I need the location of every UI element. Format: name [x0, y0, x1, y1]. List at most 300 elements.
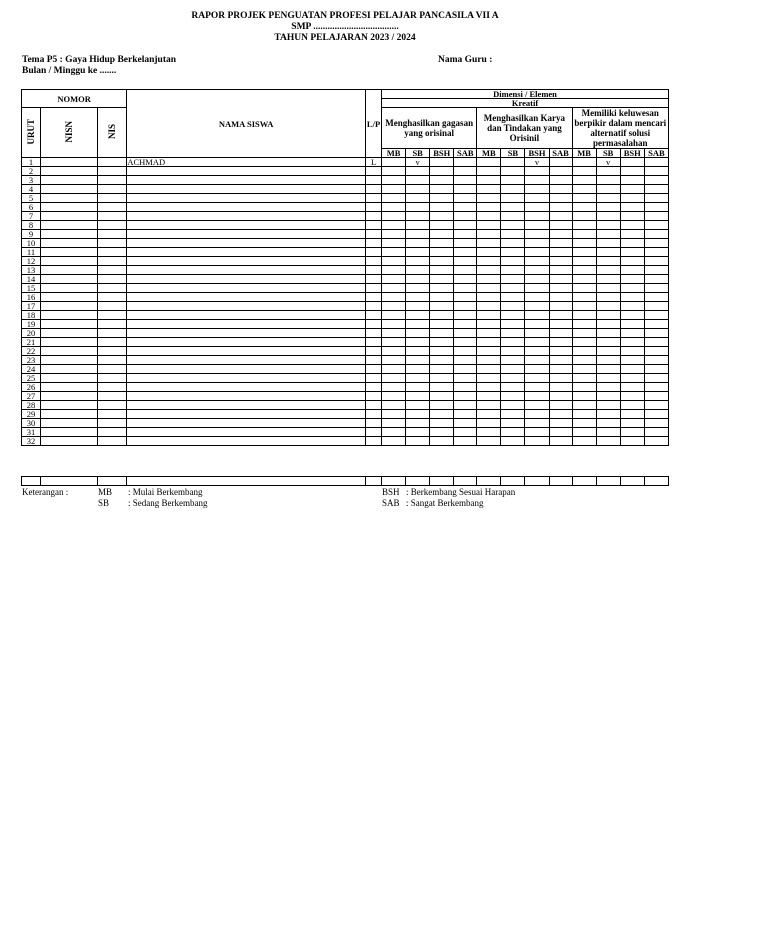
- cell-nis[interactable]: [98, 437, 127, 446]
- cell-mark[interactable]: [430, 284, 454, 293]
- cell-mark[interactable]: [430, 311, 454, 320]
- cell-mark[interactable]: [644, 392, 668, 401]
- cell-mark[interactable]: [406, 302, 430, 311]
- cell-no[interactable]: 30: [22, 419, 41, 428]
- cell-lp[interactable]: [366, 392, 382, 401]
- cell-nisn[interactable]: [41, 320, 98, 329]
- cell-nama[interactable]: [127, 266, 366, 275]
- cell-mark[interactable]: [406, 167, 430, 176]
- cell-mark[interactable]: [549, 392, 572, 401]
- cell-mark[interactable]: [430, 401, 454, 410]
- cell-mark[interactable]: [549, 410, 572, 419]
- cell-mark[interactable]: [572, 374, 596, 383]
- cell-mark[interactable]: [644, 311, 668, 320]
- cell-lp[interactable]: [366, 221, 382, 230]
- cell-mark[interactable]: [454, 239, 477, 248]
- cell-mark[interactable]: [382, 374, 406, 383]
- cell-mark[interactable]: [596, 230, 620, 239]
- cell-mark[interactable]: [644, 203, 668, 212]
- cell-nama[interactable]: ACHMAD: [127, 158, 366, 167]
- cell-mark[interactable]: [430, 329, 454, 338]
- cell-mark[interactable]: [525, 392, 549, 401]
- cell-mark[interactable]: [549, 428, 572, 437]
- cell-mark[interactable]: [454, 257, 477, 266]
- cell-mark[interactable]: [382, 320, 406, 329]
- cell-mark[interactable]: [454, 428, 477, 437]
- cell-mark[interactable]: [477, 428, 501, 437]
- cell-nisn[interactable]: [41, 239, 98, 248]
- cell-mark[interactable]: [501, 401, 525, 410]
- cell-nisn[interactable]: [41, 392, 98, 401]
- cell-mark[interactable]: [406, 275, 430, 284]
- cell-mark[interactable]: [477, 338, 501, 347]
- cell-mark[interactable]: [525, 437, 549, 446]
- cell-lp[interactable]: [366, 374, 382, 383]
- cell-mark[interactable]: [406, 239, 430, 248]
- cell-mark[interactable]: [572, 203, 596, 212]
- cell-mark[interactable]: [596, 311, 620, 320]
- cell-mark[interactable]: [596, 356, 620, 365]
- cell-mark[interactable]: [454, 203, 477, 212]
- cell-mark[interactable]: [620, 410, 644, 419]
- cell-mark[interactable]: [644, 230, 668, 239]
- cell-mark[interactable]: [596, 419, 620, 428]
- cell-no[interactable]: 16: [22, 293, 41, 302]
- cell-mark[interactable]: [454, 356, 477, 365]
- cell-mark[interactable]: [572, 293, 596, 302]
- cell-mark[interactable]: [644, 419, 668, 428]
- cell-nisn[interactable]: [41, 212, 98, 221]
- cell-mark[interactable]: [430, 437, 454, 446]
- cell-mark[interactable]: [501, 383, 525, 392]
- cell-mark[interactable]: [549, 302, 572, 311]
- cell-nisn[interactable]: [41, 419, 98, 428]
- cell-mark[interactable]: [501, 203, 525, 212]
- cell-nis[interactable]: [98, 248, 127, 257]
- cell-no[interactable]: 2: [22, 167, 41, 176]
- cell-mark[interactable]: [382, 275, 406, 284]
- cell-mark[interactable]: [454, 437, 477, 446]
- cell-mark[interactable]: [644, 365, 668, 374]
- cell-mark[interactable]: [382, 419, 406, 428]
- cell-mark[interactable]: [525, 311, 549, 320]
- cell-mark[interactable]: [572, 239, 596, 248]
- cell-mark[interactable]: [572, 221, 596, 230]
- cell-mark[interactable]: [454, 194, 477, 203]
- cell-mark[interactable]: [406, 374, 430, 383]
- cell-mark[interactable]: [477, 158, 501, 167]
- cell-mark[interactable]: [477, 410, 501, 419]
- cell-nama[interactable]: [127, 167, 366, 176]
- cell-nama[interactable]: [127, 320, 366, 329]
- cell-lp[interactable]: [366, 266, 382, 275]
- cell-mark[interactable]: [454, 410, 477, 419]
- cell-mark[interactable]: [406, 194, 430, 203]
- cell-nis[interactable]: [98, 176, 127, 185]
- cell-mark[interactable]: [406, 347, 430, 356]
- cell-mark[interactable]: [382, 212, 406, 221]
- cell-nisn[interactable]: [41, 194, 98, 203]
- cell-lp[interactable]: [366, 176, 382, 185]
- cell-mark[interactable]: [406, 428, 430, 437]
- cell-mark[interactable]: [525, 176, 549, 185]
- cell-nisn[interactable]: [41, 158, 98, 167]
- cell-mark[interactable]: [501, 428, 525, 437]
- cell-mark[interactable]: [477, 230, 501, 239]
- cell-mark[interactable]: [382, 230, 406, 239]
- cell-nis[interactable]: [98, 401, 127, 410]
- cell-mark[interactable]: [644, 212, 668, 221]
- cell-nisn[interactable]: [41, 374, 98, 383]
- cell-mark[interactable]: [572, 284, 596, 293]
- cell-mark[interactable]: [477, 347, 501, 356]
- cell-mark[interactable]: [406, 293, 430, 302]
- cell-mark[interactable]: [430, 320, 454, 329]
- cell-no[interactable]: 12: [22, 257, 41, 266]
- cell-mark[interactable]: [644, 338, 668, 347]
- cell-mark[interactable]: [406, 221, 430, 230]
- cell-mark[interactable]: [406, 356, 430, 365]
- cell-mark[interactable]: [644, 428, 668, 437]
- cell-mark[interactable]: [572, 365, 596, 374]
- cell-mark[interactable]: [501, 257, 525, 266]
- cell-mark[interactable]: [430, 428, 454, 437]
- cell-mark[interactable]: [620, 230, 644, 239]
- cell-nisn[interactable]: [41, 329, 98, 338]
- cell-mark[interactable]: [596, 329, 620, 338]
- cell-mark[interactable]: [596, 221, 620, 230]
- cell-lp[interactable]: [366, 248, 382, 257]
- cell-nis[interactable]: [98, 185, 127, 194]
- cell-mark[interactable]: [549, 320, 572, 329]
- cell-mark[interactable]: [454, 401, 477, 410]
- cell-nama[interactable]: [127, 212, 366, 221]
- cell-mark[interactable]: [454, 158, 477, 167]
- cell-no[interactable]: 26: [22, 383, 41, 392]
- cell-mark[interactable]: [596, 239, 620, 248]
- cell-mark[interactable]: [549, 248, 572, 257]
- cell-mark[interactable]: [406, 311, 430, 320]
- cell-mark[interactable]: [644, 374, 668, 383]
- cell-mark[interactable]: [430, 221, 454, 230]
- cell-mark[interactable]: [549, 275, 572, 284]
- cell-mark[interactable]: [454, 365, 477, 374]
- cell-mark[interactable]: [501, 230, 525, 239]
- cell-mark[interactable]: [430, 185, 454, 194]
- cell-mark[interactable]: [454, 383, 477, 392]
- cell-mark[interactable]: [525, 365, 549, 374]
- cell-nis[interactable]: [98, 392, 127, 401]
- cell-mark[interactable]: [620, 392, 644, 401]
- cell-lp[interactable]: [366, 302, 382, 311]
- cell-mark[interactable]: [620, 212, 644, 221]
- cell-mark[interactable]: [501, 311, 525, 320]
- cell-mark[interactable]: v: [596, 158, 620, 167]
- cell-nisn[interactable]: [41, 383, 98, 392]
- cell-mark[interactable]: [549, 185, 572, 194]
- cell-lp[interactable]: [366, 275, 382, 284]
- cell-mark[interactable]: [501, 329, 525, 338]
- cell-mark[interactable]: [382, 311, 406, 320]
- cell-mark[interactable]: [549, 338, 572, 347]
- cell-mark[interactable]: [430, 302, 454, 311]
- cell-mark[interactable]: [382, 284, 406, 293]
- cell-mark[interactable]: [501, 158, 525, 167]
- cell-mark[interactable]: [430, 176, 454, 185]
- cell-mark[interactable]: [501, 374, 525, 383]
- cell-mark[interactable]: [454, 212, 477, 221]
- cell-nisn[interactable]: [41, 284, 98, 293]
- cell-no[interactable]: 1: [22, 158, 41, 167]
- cell-mark[interactable]: [430, 419, 454, 428]
- cell-mark[interactable]: [596, 437, 620, 446]
- cell-mark[interactable]: [525, 212, 549, 221]
- cell-no[interactable]: 18: [22, 311, 41, 320]
- cell-mark[interactable]: [382, 266, 406, 275]
- cell-mark[interactable]: [406, 266, 430, 275]
- cell-mark[interactable]: [382, 347, 406, 356]
- cell-mark[interactable]: [406, 203, 430, 212]
- cell-nis[interactable]: [98, 167, 127, 176]
- cell-mark[interactable]: [477, 185, 501, 194]
- cell-mark[interactable]: [596, 185, 620, 194]
- cell-mark[interactable]: [477, 437, 501, 446]
- cell-nis[interactable]: [98, 428, 127, 437]
- cell-mark[interactable]: [501, 248, 525, 257]
- cell-nama[interactable]: [127, 437, 366, 446]
- cell-mark[interactable]: [596, 257, 620, 266]
- cell-mark[interactable]: [572, 212, 596, 221]
- cell-nis[interactable]: [98, 212, 127, 221]
- cell-mark[interactable]: [501, 293, 525, 302]
- cell-mark[interactable]: [572, 347, 596, 356]
- cell-mark[interactable]: [620, 293, 644, 302]
- cell-no[interactable]: 21: [22, 338, 41, 347]
- cell-mark[interactable]: [382, 158, 406, 167]
- cell-mark[interactable]: [525, 338, 549, 347]
- cell-mark[interactable]: [525, 230, 549, 239]
- cell-mark[interactable]: [549, 437, 572, 446]
- cell-mark[interactable]: [501, 275, 525, 284]
- cell-mark[interactable]: [525, 401, 549, 410]
- cell-mark[interactable]: [525, 167, 549, 176]
- cell-nis[interactable]: [98, 239, 127, 248]
- cell-mark[interactable]: [477, 419, 501, 428]
- cell-mark[interactable]: [549, 284, 572, 293]
- cell-mark[interactable]: [572, 266, 596, 275]
- cell-no[interactable]: 7: [22, 212, 41, 221]
- cell-mark[interactable]: [525, 410, 549, 419]
- cell-no[interactable]: 15: [22, 284, 41, 293]
- cell-mark[interactable]: [549, 203, 572, 212]
- cell-nis[interactable]: [98, 266, 127, 275]
- cell-nis[interactable]: [98, 293, 127, 302]
- cell-mark[interactable]: [549, 212, 572, 221]
- cell-mark[interactable]: [525, 320, 549, 329]
- cell-lp[interactable]: [366, 437, 382, 446]
- cell-nis[interactable]: [98, 347, 127, 356]
- cell-nama[interactable]: [127, 176, 366, 185]
- cell-mark[interactable]: [525, 266, 549, 275]
- cell-lp[interactable]: [366, 329, 382, 338]
- cell-no[interactable]: 23: [22, 356, 41, 365]
- cell-mark[interactable]: [620, 347, 644, 356]
- cell-mark[interactable]: [382, 203, 406, 212]
- cell-mark[interactable]: [477, 365, 501, 374]
- cell-mark[interactable]: [454, 320, 477, 329]
- cell-nisn[interactable]: [41, 266, 98, 275]
- cell-mark[interactable]: [430, 194, 454, 203]
- cell-mark[interactable]: [454, 248, 477, 257]
- cell-mark[interactable]: [596, 401, 620, 410]
- cell-mark[interactable]: [477, 311, 501, 320]
- cell-mark[interactable]: [454, 221, 477, 230]
- cell-mark[interactable]: [477, 221, 501, 230]
- cell-mark[interactable]: [596, 428, 620, 437]
- cell-mark[interactable]: [430, 365, 454, 374]
- cell-nis[interactable]: [98, 365, 127, 374]
- cell-mark[interactable]: [382, 356, 406, 365]
- cell-nis[interactable]: [98, 338, 127, 347]
- cell-mark[interactable]: [477, 257, 501, 266]
- cell-mark[interactable]: [382, 302, 406, 311]
- cell-mark[interactable]: [644, 302, 668, 311]
- cell-mark[interactable]: [477, 176, 501, 185]
- cell-mark[interactable]: [477, 356, 501, 365]
- cell-mark[interactable]: [406, 176, 430, 185]
- cell-mark[interactable]: [454, 338, 477, 347]
- cell-mark[interactable]: [596, 167, 620, 176]
- cell-mark[interactable]: [382, 365, 406, 374]
- cell-no[interactable]: 31: [22, 428, 41, 437]
- cell-mark[interactable]: [406, 419, 430, 428]
- cell-mark[interactable]: [549, 257, 572, 266]
- cell-mark[interactable]: [644, 257, 668, 266]
- cell-mark[interactable]: [620, 374, 644, 383]
- cell-mark[interactable]: [382, 392, 406, 401]
- cell-mark[interactable]: [430, 410, 454, 419]
- cell-mark[interactable]: [572, 320, 596, 329]
- cell-mark[interactable]: [430, 275, 454, 284]
- cell-no[interactable]: 25: [22, 374, 41, 383]
- cell-mark[interactable]: [477, 392, 501, 401]
- cell-mark[interactable]: [596, 284, 620, 293]
- cell-no[interactable]: 32: [22, 437, 41, 446]
- cell-mark[interactable]: [454, 392, 477, 401]
- cell-mark[interactable]: [572, 401, 596, 410]
- cell-mark[interactable]: [644, 284, 668, 293]
- cell-nisn[interactable]: [41, 365, 98, 374]
- cell-no[interactable]: 6: [22, 203, 41, 212]
- cell-mark[interactable]: [596, 302, 620, 311]
- cell-mark[interactable]: [644, 158, 668, 167]
- cell-no[interactable]: 4: [22, 185, 41, 194]
- cell-lp[interactable]: [366, 383, 382, 392]
- cell-mark[interactable]: [572, 185, 596, 194]
- cell-no[interactable]: 5: [22, 194, 41, 203]
- cell-mark[interactable]: [572, 392, 596, 401]
- cell-mark[interactable]: [382, 329, 406, 338]
- cell-mark[interactable]: [477, 212, 501, 221]
- cell-mark[interactable]: [549, 266, 572, 275]
- cell-mark[interactable]: [572, 302, 596, 311]
- cell-mark[interactable]: [382, 257, 406, 266]
- cell-mark[interactable]: [572, 383, 596, 392]
- cell-nama[interactable]: [127, 347, 366, 356]
- cell-mark[interactable]: [525, 356, 549, 365]
- cell-no[interactable]: 8: [22, 221, 41, 230]
- cell-nisn[interactable]: [41, 347, 98, 356]
- cell-mark[interactable]: [406, 410, 430, 419]
- cell-mark[interactable]: [477, 329, 501, 338]
- cell-nisn[interactable]: [41, 257, 98, 266]
- cell-mark[interactable]: [644, 356, 668, 365]
- cell-mark[interactable]: [572, 176, 596, 185]
- cell-mark[interactable]: [572, 338, 596, 347]
- cell-lp[interactable]: [366, 338, 382, 347]
- cell-lp[interactable]: [366, 365, 382, 374]
- cell-mark[interactable]: [477, 248, 501, 257]
- cell-mark[interactable]: [620, 176, 644, 185]
- cell-nisn[interactable]: [41, 401, 98, 410]
- cell-mark[interactable]: [572, 437, 596, 446]
- cell-mark[interactable]: [596, 212, 620, 221]
- cell-mark[interactable]: [549, 401, 572, 410]
- cell-lp[interactable]: [366, 293, 382, 302]
- cell-nis[interactable]: [98, 284, 127, 293]
- cell-nama[interactable]: [127, 185, 366, 194]
- cell-nama[interactable]: [127, 311, 366, 320]
- cell-mark[interactable]: [477, 284, 501, 293]
- cell-mark[interactable]: [406, 365, 430, 374]
- cell-mark[interactable]: [549, 356, 572, 365]
- cell-nama[interactable]: [127, 302, 366, 311]
- cell-mark[interactable]: [501, 176, 525, 185]
- cell-mark[interactable]: [382, 437, 406, 446]
- cell-mark[interactable]: [477, 293, 501, 302]
- cell-mark[interactable]: [430, 230, 454, 239]
- cell-mark[interactable]: [525, 383, 549, 392]
- cell-mark[interactable]: [501, 212, 525, 221]
- cell-mark[interactable]: [501, 320, 525, 329]
- cell-no[interactable]: 14: [22, 275, 41, 284]
- cell-mark[interactable]: [620, 167, 644, 176]
- cell-no[interactable]: 28: [22, 401, 41, 410]
- cell-mark[interactable]: [572, 410, 596, 419]
- cell-nama[interactable]: [127, 392, 366, 401]
- cell-nama[interactable]: [127, 428, 366, 437]
- cell-mark[interactable]: [644, 293, 668, 302]
- cell-mark[interactable]: [620, 221, 644, 230]
- cell-mark[interactable]: [525, 257, 549, 266]
- cell-mark[interactable]: [382, 176, 406, 185]
- cell-nama[interactable]: [127, 374, 366, 383]
- cell-mark[interactable]: [454, 266, 477, 275]
- cell-mark[interactable]: [477, 302, 501, 311]
- cell-nisn[interactable]: [41, 437, 98, 446]
- cell-mark[interactable]: [549, 365, 572, 374]
- cell-mark[interactable]: [620, 275, 644, 284]
- cell-mark[interactable]: [406, 392, 430, 401]
- cell-nama[interactable]: [127, 221, 366, 230]
- cell-nisn[interactable]: [41, 311, 98, 320]
- cell-mark[interactable]: [430, 293, 454, 302]
- cell-mark[interactable]: [572, 356, 596, 365]
- cell-mark[interactable]: [620, 158, 644, 167]
- cell-mark[interactable]: [644, 185, 668, 194]
- cell-mark[interactable]: [596, 347, 620, 356]
- cell-mark[interactable]: [454, 374, 477, 383]
